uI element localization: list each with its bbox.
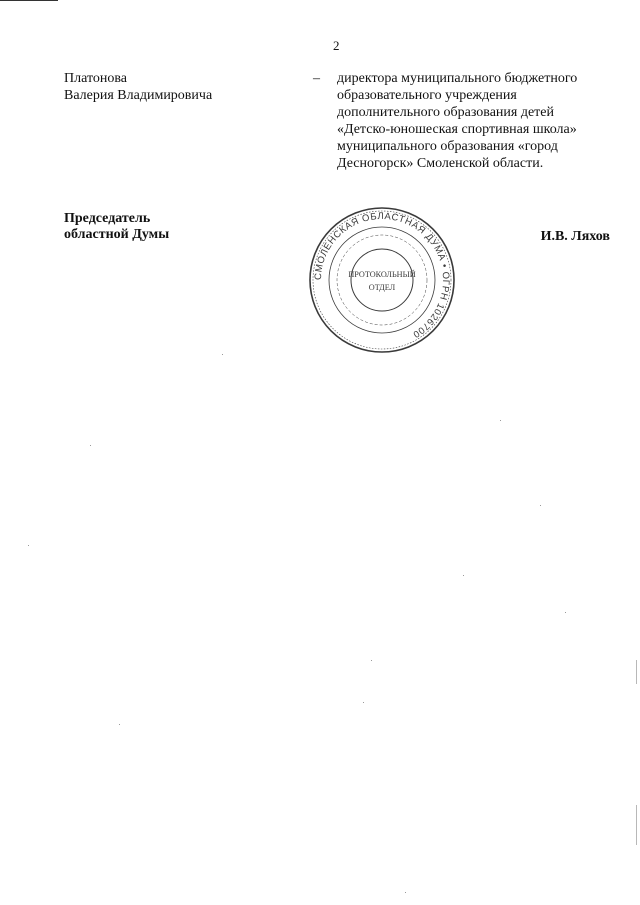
dash-separator: –: [313, 71, 320, 86]
scan-speck: [363, 702, 364, 703]
scan-edge-mark: [636, 805, 637, 845]
top-edge-rule: [0, 0, 58, 1]
scan-speck: [371, 660, 372, 661]
scan-speck: [119, 724, 120, 725]
seal-center-text-line1: ПРОТОКОЛЬНЫЙ: [348, 270, 416, 279]
seal-ring-text: СМОЛЕНСКАЯ ОБЛАСТНАЯ ДУМА • ОГРН 1026700: [312, 210, 452, 340]
position-line: муниципального образования «город: [337, 139, 558, 154]
scan-speck: [222, 354, 223, 355]
person-given-names: Валерия Владимировича: [64, 88, 213, 103]
scan-speck: [565, 612, 566, 613]
position-line: образовательного учреждения: [337, 88, 517, 103]
position-line: Десногорск» Смоленской области.: [337, 156, 544, 171]
scan-speck: [405, 892, 406, 893]
scan-speck: [90, 445, 91, 446]
position-line: директора муниципального бюджетного: [337, 71, 578, 86]
scan-speck: [500, 420, 501, 421]
seal-center-text-line2: ОТДЕЛ: [368, 283, 396, 292]
person-name-block: [64, 70, 212, 104]
scan-speck: [28, 545, 29, 546]
position-line: дополнительного образования детей: [337, 105, 554, 120]
signer-name: И.В. Ляхов: [540, 229, 610, 244]
person-surname: Платонова: [64, 71, 128, 86]
page-number: 2: [333, 38, 340, 53]
chairman-title-line: Председатель: [64, 211, 151, 226]
position-line: «Детско-юношеская спортивная школа»: [337, 122, 577, 137]
chairman-title: [64, 211, 169, 243]
official-seal-stamp: [307, 205, 457, 355]
seal-center-ring: [351, 249, 413, 311]
position-description: [337, 70, 617, 172]
scan-speck: [540, 505, 541, 506]
seal-outer-ring: [310, 208, 454, 352]
chairman-title-line: областной Думы: [64, 227, 170, 242]
scan-speck: [463, 575, 464, 576]
scan-edge-mark: [636, 660, 637, 684]
seal-middle-ring: [329, 227, 435, 333]
